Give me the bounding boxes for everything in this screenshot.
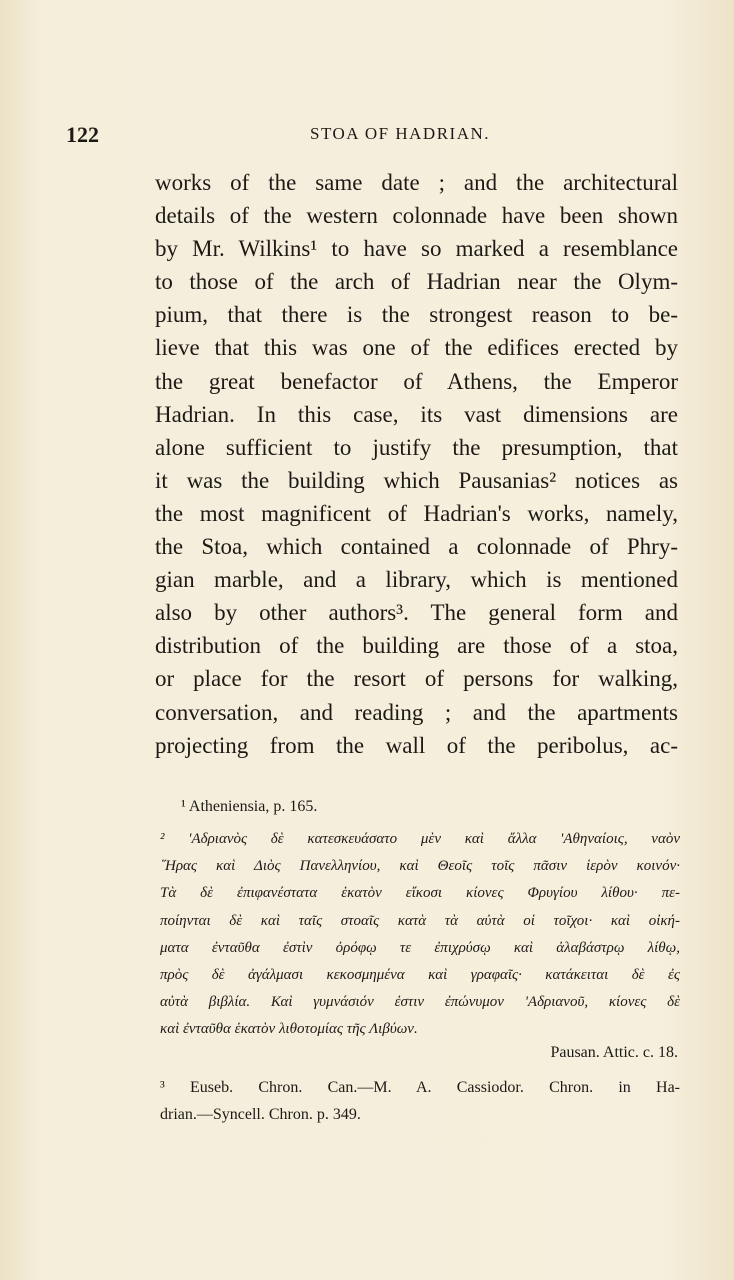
body-line: the great benefactor of Athens, the Emperor (155, 368, 678, 394)
body-line: projecting from the wall of the peribolus, ac- (155, 732, 678, 758)
footnote-2-line: ποίηνται δὲ καὶ ταῖς στοαῖς κατὰ τὰ αὐτὰ οἱ τοῖχοι· καὶ οἰκή- (160, 912, 680, 929)
body-line: to those of the arch of Hadrian near the Olym- (155, 269, 678, 295)
body-line: pium, that there is the strongest reason to be- (155, 302, 678, 328)
page-header (0, 122, 734, 152)
footnote-3-line: ³ Euseb. Chron. Can.—M. A. Cassiodor. Chron. in Ha- (160, 1079, 680, 1096)
footnote-2-citation: Pausan. Attic. c. 18. (550, 1044, 678, 1061)
body-line: by Mr. Wilkins¹ to have so marked a resemblance (155, 236, 678, 262)
body-line: Hadrian. In this case, its vast dimensions are (155, 401, 678, 427)
body-line: gian marble, and a library, which is mentioned (155, 567, 678, 593)
running-head: STOA OF HADRIAN. (310, 124, 491, 143)
footnote-2-line: αὐτὰ βιβλία. Καὶ γυμνάσιόν ἐστιν ἐπώνυμον 'Αδριανοῦ, κίονες δὲ (160, 994, 680, 1011)
footnote-2-line: ² 'Αδριανὸς δὲ κατεσκευάσατο μὲν καὶ ἄλλα 'Αθηναίοις, ναὸν (160, 831, 680, 847)
footnote-2-line: Τὰ δὲ ἐπιφανέστατα ἑκατὸν εἴκοσι κίονες Φρυγίου λίθου· πε- (160, 885, 680, 902)
body-line: the most magnificent of Hadrian's works, namely, (155, 500, 678, 526)
footnote-2-line: καὶ ἐνταῦθα ἑκατὸν λιθοτομίας τῆς Λιβύων. (160, 1021, 418, 1038)
body-text (155, 166, 678, 762)
body-line: it was the building which Pausanias² notices as (155, 467, 678, 493)
footnote-2-line: πρὸς δὲ ἀγάλμασι κεκοσμημένα καὶ γραφαῖς· κατάκειται δὲ ἐς (160, 966, 680, 983)
footnote-2 (160, 826, 680, 1044)
body-line: the Stoa, which contained a colonnade of Phry- (155, 534, 678, 560)
body-line: or place for the resort of persons for walking, (155, 666, 678, 692)
body-line: alone sufficient to justify the presumption, that (155, 434, 678, 460)
body-line: lieve that this was one of the edifices erected by (155, 335, 678, 361)
footnote-3 (160, 1074, 680, 1128)
footnote-2-line: ματα ἐνταῦθα ἐστὶν ὀρόφῳ τε ἐπιχρύσῳ καὶ ἀλαβάστρῳ λίθῳ, (160, 939, 680, 956)
page-number: 122 (66, 122, 99, 147)
body-line: distribution of the building are those of a stoa, (155, 633, 678, 659)
body-line: conversation, and reading ; and the apartments (155, 699, 678, 725)
body-line: also by other authors³. The general form and (155, 600, 678, 626)
body-line: details of the western colonnade have been shown (155, 203, 678, 229)
footnote-1: ¹ Atheniensia, p. 165. (181, 798, 318, 815)
footnote-3-line: drian.—Syncell. Chron. p. 349. (160, 1106, 361, 1123)
body-line: works of the same date ; and the architectural (155, 170, 678, 195)
footnote-2-line: ῞Ηρας καὶ Διὸς Πανελληνίου, καὶ Θεοῖς τοῖς πᾶσιν ἱερὸν κοινόν· (160, 858, 680, 875)
